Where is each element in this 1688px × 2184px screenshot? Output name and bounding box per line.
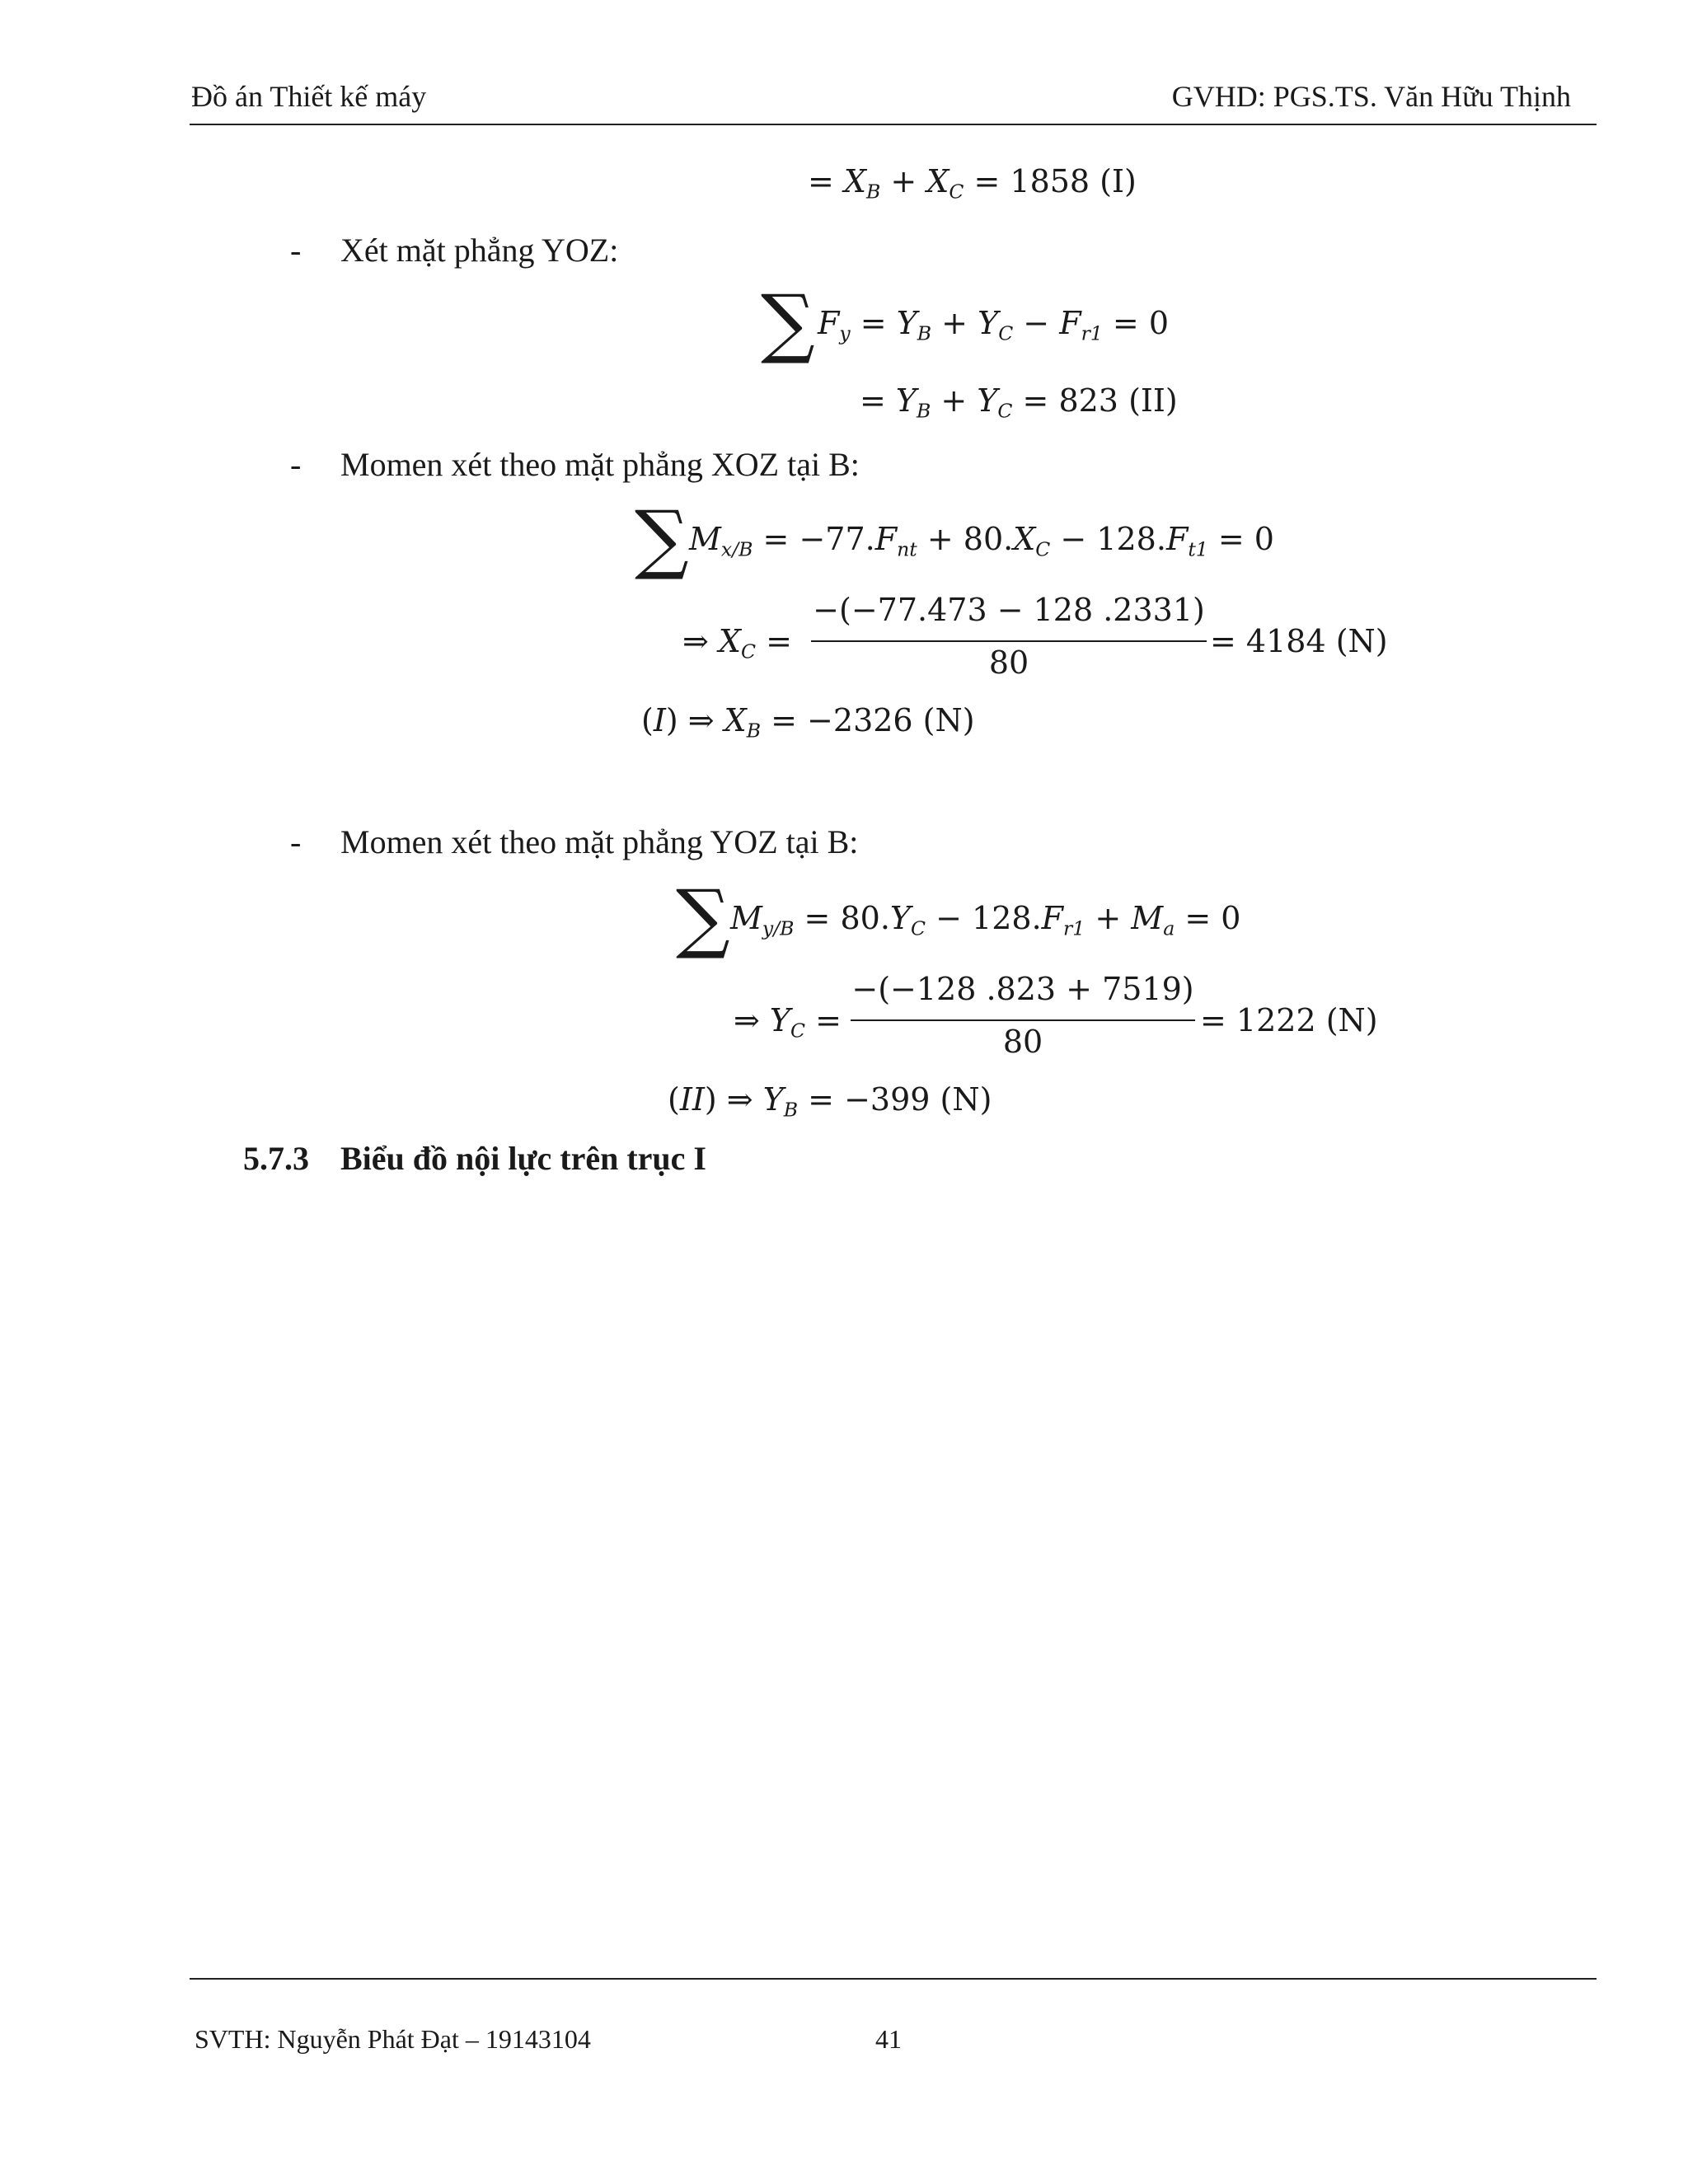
page-number: 41 [875, 2024, 902, 2054]
eq3-rhs: 823 (II) [1058, 382, 1178, 419]
eq4-c1: 77 [825, 521, 865, 557]
eq4-c3: 128 [1096, 521, 1156, 557]
fraction-denominator: 80 [1002, 1024, 1043, 1060]
eq7-c1: 80 [840, 900, 880, 936]
eq9-result: −399 (N) [844, 1081, 992, 1118]
eq8-result: 1222 (N) [1236, 1002, 1378, 1038]
fraction-denominator: 80 [988, 644, 1029, 681]
eq2-rhs: 0 [1148, 305, 1170, 341]
eq7-rhs: 0 [1221, 900, 1241, 936]
summation-symbol: ∑ [761, 279, 815, 367]
eq1-rhs: 1858 (I) [1010, 163, 1137, 199]
eq4-rhs: 0 [1254, 521, 1274, 557]
equation-moment-yoz: $M_{y/B} = 80.Y_C - 128.F_{r1} + M_a = 0$ [730, 900, 1241, 940]
equation-moment-xoz: $M_{x/B} = -77.F_{nt} + 80.X_C - 128.F_{t1} = 0$ [689, 521, 1274, 561]
eq6-result: −2326 (N) [807, 702, 975, 738]
fraction-bar [851, 1019, 1195, 1021]
eq5-result: 4184 (N) [1245, 623, 1388, 659]
fraction-bar [811, 640, 1207, 642]
section-number: 5.7.3 [243, 1140, 309, 1177]
equation-yc-result: = 1222 (N) [1200, 1002, 1378, 1038]
bullet-moment-yoz-text: Momen xét theo mặt phẳng YOZ tại B: [340, 823, 859, 860]
equation-yc-lhs: ⇒ $Y_C$ = [734, 1002, 842, 1043]
header-rule [190, 124, 1597, 125]
summation-symbol: ∑ [676, 874, 730, 962]
bullet-dash: - [290, 446, 302, 483]
equation-xc-lhs: ⇒ $X_C$ = [682, 623, 792, 663]
equation-sum-y-result: = $Y_B + Y_C = 823$ (II) [860, 382, 1178, 423]
header-right: GVHD: PGS.TS. Văn Hữu Thịnh [1171, 80, 1571, 113]
eq4-c2: 80 [963, 521, 1004, 557]
bullet-yoz-text: Xét mặt phẳng YOZ: [340, 232, 619, 269]
equation-sum-x-result: = $X_B + X_C = 1858$ (I) [808, 163, 1137, 204]
bullet-moment-xoz-text: Momen xét theo mặt phẳng XOZ tại B: [340, 446, 860, 483]
eq7-c2: 128 [972, 900, 1032, 936]
fraction-numerator: −(−128 .823 + 7519) [851, 971, 1194, 1007]
equation-yb: (II) ⇒ $Y_B = -399$ (N) [668, 1081, 992, 1122]
fraction-numerator: −(−77.473 − 128 .2331) [813, 592, 1205, 628]
equation-xc-result: = 4184 (N) [1210, 623, 1388, 659]
summation-symbol: ∑ [635, 494, 689, 583]
header-left: Đồ án Thiết kế máy [191, 80, 427, 113]
bullet-dash: - [290, 823, 302, 860]
equation-xb: (I) ⇒ $X_B = -2326$ (N) [641, 702, 975, 743]
footer-rule [190, 1978, 1597, 1980]
equation-sum-fy: $F_y = Y_B + Y_C - F_{r1} = 0$ [818, 305, 1170, 345]
footer-student: SVTH: Nguyễn Phát Đạt – 19143104 [195, 2024, 591, 2054]
section-title: Biểu đồ nội lực trên trục I [340, 1140, 706, 1177]
bullet-dash: - [290, 232, 302, 269]
